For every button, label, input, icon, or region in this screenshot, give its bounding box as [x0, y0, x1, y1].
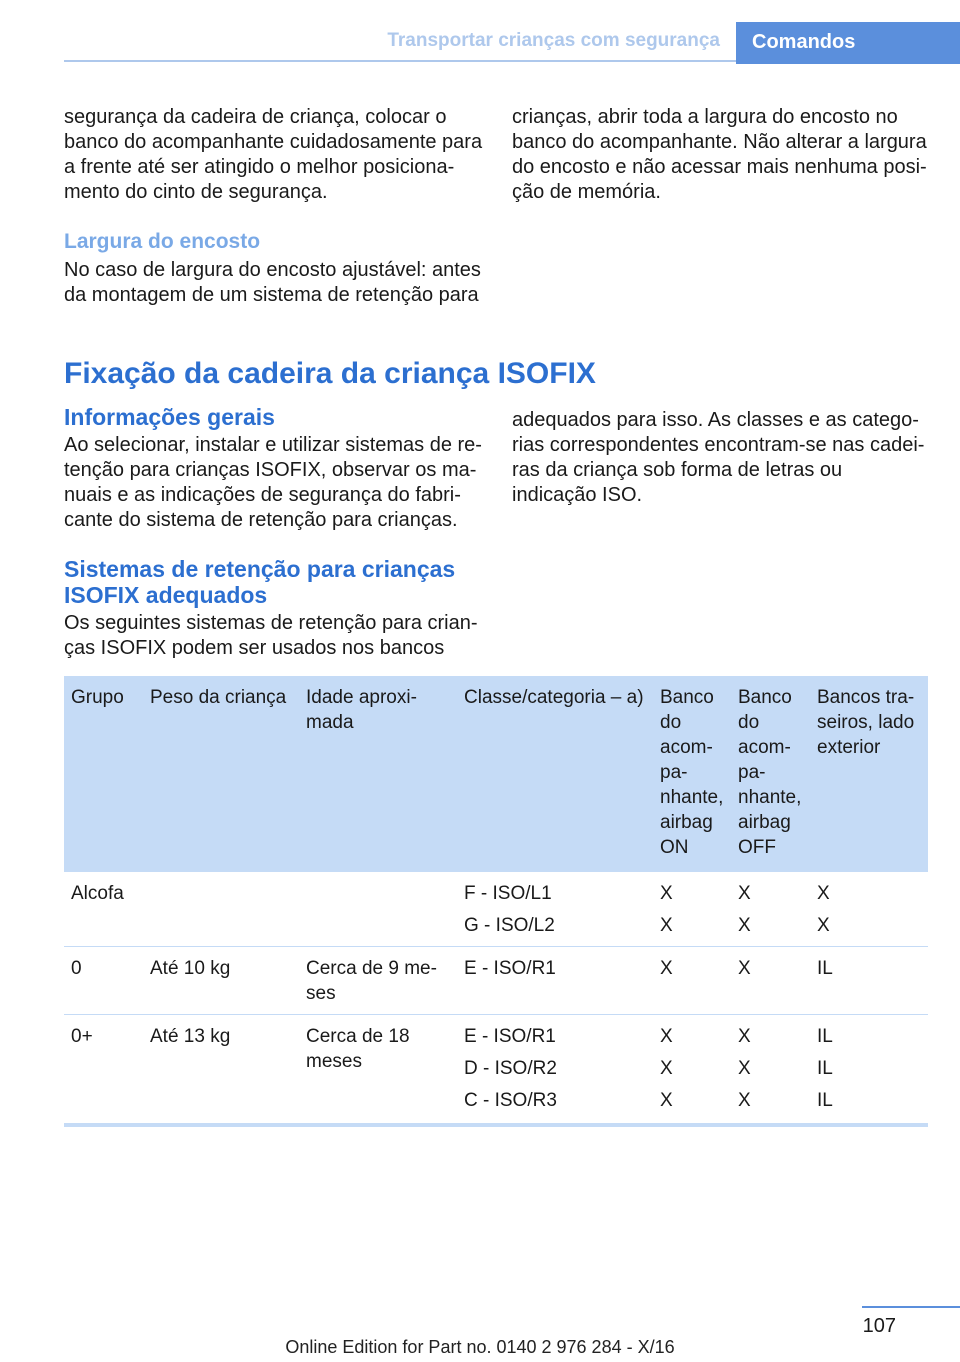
isofix-systems-heading: Sistemas de retenção para crianças ISOFIX adequados — [64, 556, 456, 608]
rear-seats-value: X — [817, 915, 830, 936]
page-number: 107 — [862, 1315, 896, 1337]
rear-seats-value: IL — [817, 1026, 833, 1047]
section-title: Fixação da cadeira da criança ISOFIX — [64, 357, 596, 390]
class-value: C - ISO/R3 — [464, 1090, 557, 1111]
table-header-cell: Banco do acom-pa-nhante, airbag OFF — [731, 676, 810, 872]
airbag-on-cell — [653, 1015, 731, 1126]
weight-cell — [143, 872, 299, 947]
table-header-cell: Banco do acom-pa-nhante, airbag ON — [653, 676, 731, 872]
rear-seats-value: IL — [817, 1058, 833, 1079]
top-right-paragraph: crianças, abrir toda a largura do encosto no banco do acompanhante. Não alterar a largura do encosto e não acessar mais nenhuma posi-ção de memória. — [512, 106, 927, 203]
class-value: E - ISO/R1 — [464, 1026, 556, 1047]
rear-seats-cell — [810, 872, 928, 947]
airbag-off-value: X — [738, 883, 751, 904]
age-cell: Cerca de 9 me-ses — [299, 947, 457, 1015]
top-left-paragraph: segurança da cadeira de criança, colocar o banco do acompanhante cuidadosamente para a frente até ser atingido o melhor posiciona-mento do cinto de segurança. — [64, 106, 483, 203]
age-cell — [299, 872, 457, 947]
backrest-width-heading: Largura do encosto — [64, 230, 261, 253]
rear-seats-value: IL — [817, 958, 833, 979]
group-cell: Alcofa — [64, 872, 143, 947]
header-rule — [64, 60, 736, 62]
group-cell: 0 — [64, 947, 143, 1015]
class-cell — [457, 872, 653, 947]
table-header-row — [64, 676, 928, 872]
airbag-on-value: X — [660, 1026, 673, 1047]
airbag-off-value: X — [738, 1090, 751, 1111]
page-number-rule — [862, 1306, 960, 1308]
airbag-on-cell — [653, 872, 731, 947]
class-cell — [457, 1015, 653, 1126]
airbag-off-cell — [731, 1015, 810, 1126]
class-value: E - ISO/R1 — [464, 958, 556, 979]
table-row — [64, 1015, 928, 1126]
rear-seats-cell — [810, 1015, 928, 1126]
section-left-column — [64, 404, 484, 661]
airbag-off-value: X — [738, 1026, 751, 1047]
general-info-heading: Informações gerais — [64, 404, 275, 430]
airbag-off-value: X — [738, 1058, 751, 1079]
weight-cell: Até 10 kg — [143, 947, 299, 1015]
rear-seats-value: IL — [817, 1090, 833, 1111]
table-header-cell: Classe/categoria – a) — [457, 676, 653, 872]
top-left-column — [64, 105, 484, 308]
airbag-on-value: X — [660, 1058, 673, 1079]
airbag-off-cell — [731, 872, 810, 947]
table-row — [64, 872, 928, 947]
table-row — [64, 947, 928, 1015]
table-header-cell: Idade aproxi-mada — [299, 676, 457, 872]
section-right-column — [512, 408, 932, 508]
group-cell: 0+ — [64, 1015, 143, 1126]
airbag-off-value: X — [738, 958, 751, 979]
class-value: G - ISO/L2 — [464, 915, 555, 936]
airbag-on-cell — [653, 947, 731, 1015]
airbag-on-value: X — [660, 1090, 673, 1111]
airbag-off-cell — [731, 947, 810, 1015]
table-header-cell: Peso da criança — [143, 676, 299, 872]
airbag-on-value: X — [660, 883, 673, 904]
header-chapter-tab: Comandos — [736, 22, 960, 64]
general-info-paragraph: Ao selecionar, instalar e utilizar sistemas de re-tenção para crianças ISOFIX, observar os ma-nuais e as indicações de segurança do fabri-cante do sistema de retenção para crianças. — [64, 434, 482, 531]
class-value: D - ISO/R2 — [464, 1058, 557, 1079]
edition-footer: Online Edition for Part no. 0140 2 976 284 - X/16 — [285, 1337, 675, 1357]
class-value: F - ISO/L1 — [464, 883, 552, 904]
airbag-off-value: X — [738, 915, 751, 936]
airbag-on-value: X — [660, 958, 673, 979]
header-section-title: Transportar crianças com segurança — [387, 30, 720, 51]
isofix-systems-paragraph: Os seguintes sistemas de retenção para crian-ças ISOFIX podem ser usados nos bancos — [64, 612, 478, 659]
class-cell — [457, 947, 653, 1015]
top-right-column — [512, 105, 932, 205]
age-cell: Cerca de 18 meses — [299, 1015, 457, 1126]
section-right-paragraph: adequados para isso. As classes e as catego-rias correspondentes encontram-se nas cadei-ras da criança sob forma de letras ou indicação ISO. — [512, 409, 925, 506]
table-header-cell: Bancos tra-seiros, lado exterior — [810, 676, 928, 872]
weight-cell: Até 13 kg — [143, 1015, 299, 1126]
rear-seats-cell — [810, 947, 928, 1015]
table-header-cell: Grupo — [64, 676, 143, 872]
rear-seats-value: X — [817, 883, 830, 904]
isofix-table — [64, 676, 928, 1127]
backrest-width-paragraph: No caso de largura do encosto ajustável: antes da montagem de um sistema de retenção para — [64, 259, 481, 306]
airbag-on-value: X — [660, 915, 673, 936]
